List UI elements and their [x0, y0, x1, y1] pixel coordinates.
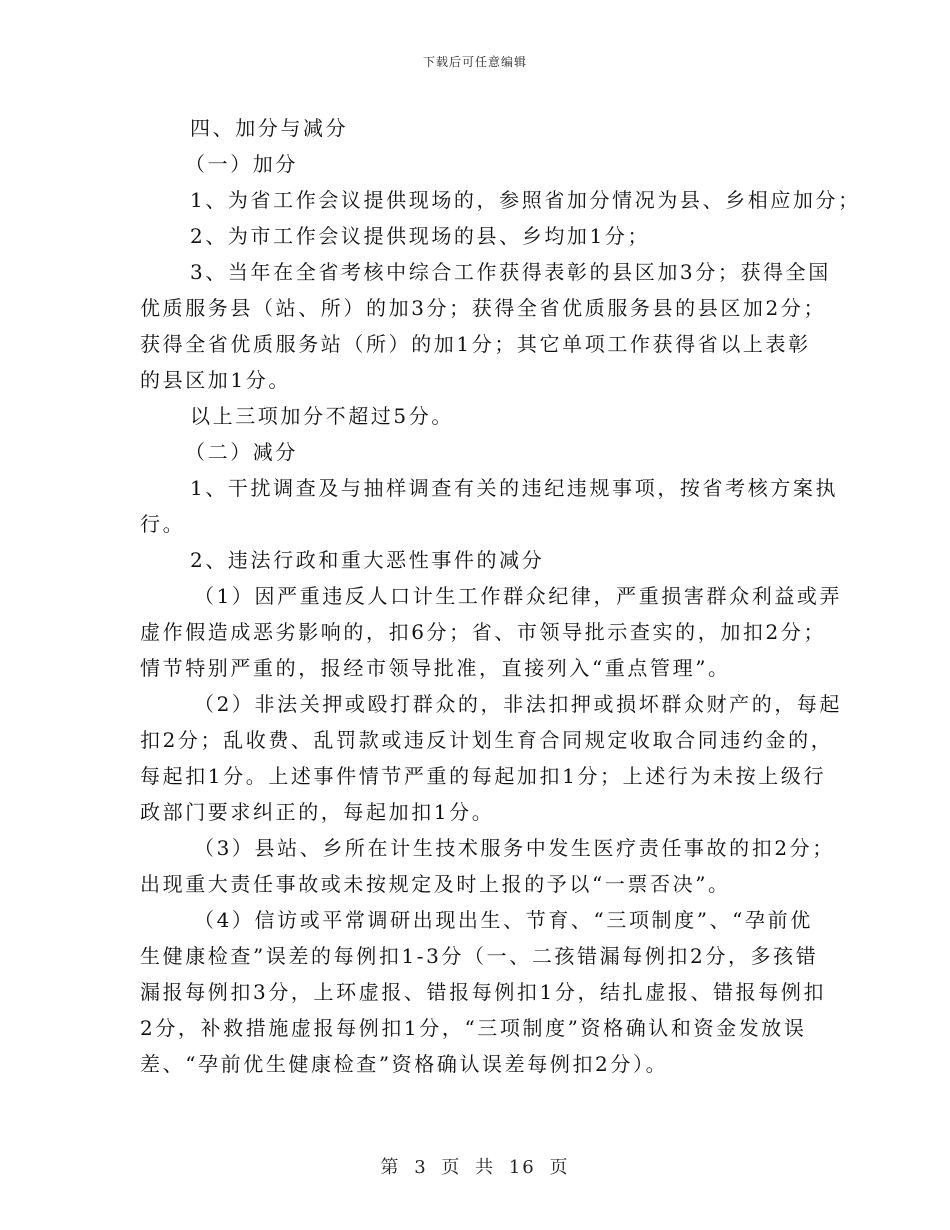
paragraph-line: 获得全省优质服务站（所）的加1分；其它单项工作获得省以上表彰	[140, 332, 811, 356]
subsection-heading: （二）减分	[185, 440, 298, 464]
paragraph-line: （4）信访或平常调研出现出生、节育、“三项制度”、“孕前优	[194, 908, 813, 932]
paragraph-line: 漏报每例扣3分，上环虚报、错报每例扣1分，结扎虚报、错报每例扣	[140, 980, 827, 1004]
paragraph-line: （1）因严重违反人口计生工作群众纪律，严重损害群众利益或弄	[194, 584, 843, 608]
paragraph-line: （2）非法关押或殴打群众的，非法扣押或损坏群众财产的，每起	[194, 692, 843, 716]
paragraph-line: 政部门要求纠正的，每起加扣1分。	[140, 800, 495, 824]
paragraph-line: 生健康检查”误差的每例扣1-3分（一、二孩错漏每例扣2分，多孩错	[140, 944, 819, 968]
paragraph-line: 1、干扰调查及与抽样调查有关的违纪违规事项，按省考核方案执	[190, 476, 839, 500]
page-header: 下载后可任意编辑	[422, 55, 527, 69]
paragraph-line: 差、“孕前优生健康检查”资格确认误差每例扣2分）。	[140, 1052, 669, 1076]
paragraph-line: 行。	[140, 512, 186, 536]
paragraph-line: 的县区加1分。	[140, 368, 291, 392]
paragraph-line: 2、为市工作会议提供现场的县、乡均加1分；	[190, 224, 651, 248]
paragraph-line: 每起扣1分。上述事件情节严重的每起加扣1分；上述行为未按上级行	[140, 764, 827, 788]
paragraph-line: 3、当年在全省考核中综合工作获得表彰的县区加3分；获得全国	[190, 260, 831, 284]
paragraph-line: 情节特别严重的，报经市领导批准，直接列入“重点管理”。	[140, 656, 731, 680]
paragraph-line: （3）县站、乡所在计生技术服务中发生医疗责任事故的扣2分；	[194, 836, 835, 860]
paragraph-line: 优质服务县（站、所）的加3分；获得全省优质服务县的县区加2分；	[140, 296, 827, 320]
paragraph-line: 以上三项加分不超过5分。	[190, 404, 454, 428]
paragraph-line: 2分，补救措施虚报每例扣1分，“三项制度”资格确认和资金发放误	[140, 1016, 807, 1040]
subsection-heading: （一）加分	[185, 152, 298, 176]
paragraph-line: 1、为省工作会议提供现场的，参照省加分情况为县、乡相应加分；	[190, 188, 861, 212]
paragraph-line: 2、违法行政和重大恶性事件的减分	[190, 548, 545, 572]
paragraph-line: 扣2分；乱收费、乱罚款或违反计划生育合同规定收取合同违约金的，	[140, 728, 834, 752]
paragraph-line: 虚作假造成恶劣影响的，扣6分；省、市领导批示查实的，加扣2分；	[140, 620, 827, 644]
section-heading: 四、加分与减分	[190, 116, 349, 140]
document-body	[140, 110, 861, 1082]
page-footer: 第 3 页 共 16 页	[380, 1157, 570, 1178]
paragraph-line: 出现重大责任事故或未按规定及时上报的予以“一票否决”。	[140, 872, 731, 896]
